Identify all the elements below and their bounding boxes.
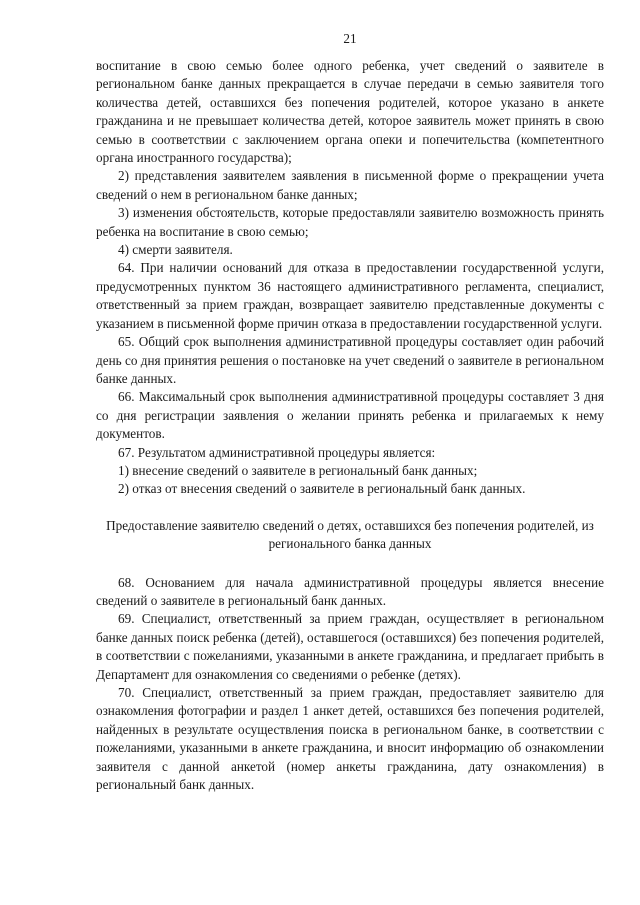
paragraph-68: 68. Основанием для начала административной процедуры является внесение сведений о заявителе в региональный банк данных. [96, 574, 604, 608]
paragraph-66: 66. Максимальный срок выполнения административной процедуры составляет 3 дня со дня регистрации заявления о желании принять ребенка и прилагаемых к нему документов. [96, 389, 604, 442]
paragraph-64: 64. При наличии оснований для отказа в предоставлении государственной услуги, предусмотренных пунктом 36 настоящего административного регламента, специалист, ответственный за прием граждан, возвращает заявителю представленные документы с указанием в письменной форме причин отказа в предоставлении государственной услуги. [96, 260, 604, 331]
list-item-3: 3) изменения обстоятельств, которые предоставляли заявителю возможность принять ребенка на воспитание в свою семью; [96, 205, 604, 239]
page-number: 21 [343, 31, 357, 46]
paragraph-69: 69. Специалист, ответственный за прием граждан, осуществляет в региональном банке данных поиск ребенка (детей), оставшегося (оставшихся) без попечения родителей, в соответствии с пожеланиями, указанными в анкете гражданина, и предлагает прибыть в Департамент для ознакомления со сведениями о ребенке (детях). [96, 611, 604, 682]
section-heading: Предоставление заявителю сведений о детях, оставшихся без попечения родителей, из регионального банка данных [106, 517, 594, 552]
list-item-4: 4) смерти заявителя. [118, 242, 233, 258]
list-item-2: 2) представления заявителем заявления в письменной форме о прекращении учета сведений о нем в региональном банке данных; [96, 168, 604, 202]
paragraph-67-item-2: 2) отказ от внесения сведений о заявителе в региональный банк данных. [118, 481, 526, 497]
paragraph-continuation: воспитание в свою семью более одного ребенка, учет сведений о заявителе в региональном банке данных прекращается в случае передачи в семью заявителя того количества детей, оставшихся без попечения родителей, которое указано в анкете гражданина и не превышает количества детей, которое заявитель может принять в свою семью в соответствии с заключением органа опеки и попечительства (компетентного органа иностранного государства); [96, 58, 604, 166]
document-page [96, 30, 604, 890]
paragraph-67: 67. Результатом административной процедуры является: [118, 444, 436, 460]
paragraph-65: 65. Общий срок выполнения административной процедуры составляет один рабочий день со дня принятия решения о постановке на учет сведений о заявителе в региональном банке данных. [96, 334, 604, 386]
paragraph-67-item-1: 1) внесение сведений о заявителе в региональный банк данных; [118, 462, 478, 478]
paragraph-70: 70. Специалист, ответственный за прием граждан, предоставляет заявителю для ознакомления фотографии и раздел 1 анкет детей, оставшихся без попечения родителей, найденных в результате осуществления поиска в региональном банке, в соответствии с пожеланиями, указанными в анкете гражданина, и вносит информацию об ознакомлении заявителя с данной анкетой (номер анкеты гражданина, дату ознакомления) в региональный банк данных. [96, 685, 604, 793]
